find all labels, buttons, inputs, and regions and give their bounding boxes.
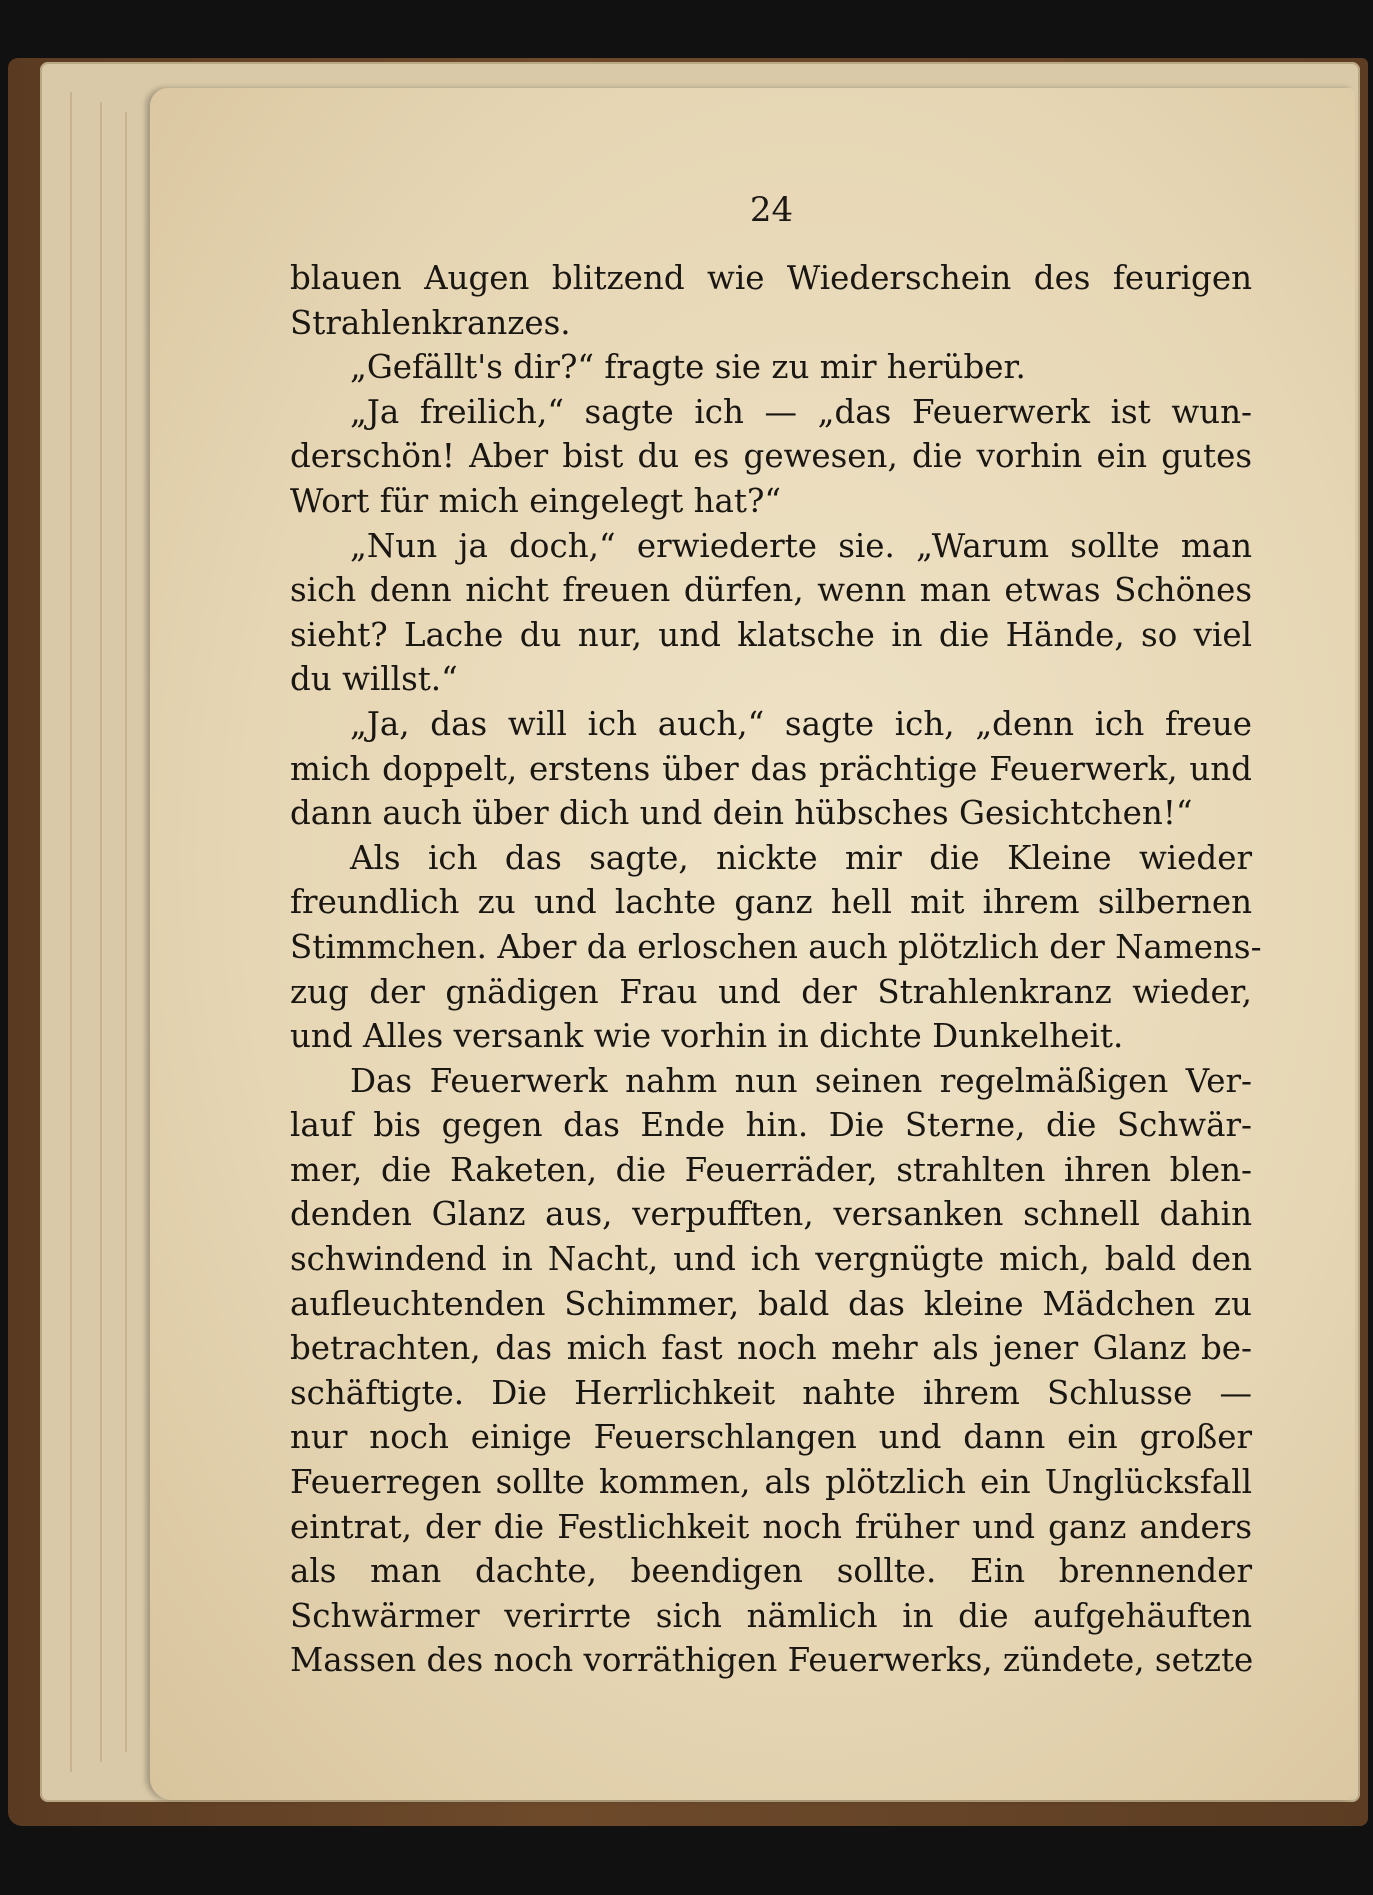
text-line: mer, die Raketen, die Feuerräder, strahlten ihren blen- [290, 1150, 1252, 1189]
text-line: schäftigte. Die Herrlichkeit nahte ihrem Schlusse — [290, 1373, 1252, 1412]
text-line: dann auch über dich und dein hübsches Gesichtchen!“ [290, 794, 1193, 833]
text-line: als man dachte, beendigen sollte. Ein brennender [290, 1552, 1252, 1591]
text-line: denden Glanz aus, verpufften, versanken schnell dahin [290, 1195, 1252, 1234]
text-line: blauen Augen blitzend wie Wiederschein des feurigen [290, 259, 1252, 297]
text-line: Massen des noch vorräthigen Feuerwerks, zündete, setzte [290, 1641, 1254, 1680]
text-line: aufleuchtenden Schimmer, bald das kleine Mädchen zu [290, 1284, 1252, 1323]
text-line: zug der gnädigen Frau und der Strahlenkranz wieder, [290, 972, 1252, 1011]
text-line: Als ich das sagte, nickte mir die Kleine wieder [350, 838, 1252, 877]
page-body-text [290, 256, 1262, 1683]
text-line: und Alles versank wie vorhin in dichte Dunkelheit. [290, 1017, 1124, 1056]
page-number: 24 [749, 190, 794, 230]
text-line: freundlich zu und lachte ganz hell mit ihrem silbernen [290, 883, 1252, 922]
text-line: betrachten, das mich fast noch mehr als jener Glanz be- [290, 1329, 1252, 1368]
text-line: sich denn nicht freuen dürfen, wenn man etwas Schönes [290, 571, 1252, 610]
text-line: Feuerregen sollte kommen, als plötzlich ein Unglücksfall [290, 1463, 1252, 1502]
text-line: mich doppelt, erstens über das prächtige Feuerwerk, und [290, 749, 1252, 788]
text-line: Strahlenkranzes. [290, 303, 571, 342]
text-line: sieht? Lache du nur, und klatsche in die Hände, so viel [290, 615, 1252, 654]
text-line: Das Feuerwerk nahm nun seinen regelmäßigen Ver- [350, 1061, 1252, 1100]
text-line: nur noch einige Feuerschlangen und dann ein großer [290, 1418, 1252, 1457]
text-line: Wort für mich eingelegt hat?“ [290, 481, 782, 520]
text-line: du willst.“ [290, 660, 458, 699]
text-line: eintrat, der die Festlichkeit noch früher und ganz anders [290, 1507, 1252, 1546]
text-line: „Nun ja doch,“ erwiederte sie. „Warum sollte man [350, 526, 1252, 565]
text-line: „Ja, das will ich auch,“ sagte ich, „denn ich freue [350, 704, 1252, 743]
text-line: „Ja freilich,“ sagte ich — „das Feuerwerk ist wun- [350, 392, 1252, 431]
page-edge-line [100, 102, 102, 1762]
page-edge-line [125, 112, 127, 1752]
text-line: „Gefällt's dir?“ fragte sie zu mir herüber. [350, 348, 1026, 387]
text-line: lauf bis gegen das Ende hin. Die Sterne, die Schwär- [290, 1106, 1252, 1145]
text-line: Schwärmer verirrte sich nämlich in die aufgehäuften [290, 1596, 1252, 1635]
text-line: schwindend in Nacht, und ich vergnügte mich, bald den [290, 1240, 1252, 1279]
text-line: Stimmchen. Aber da erloschen auch plötzlich der Namens- [290, 927, 1262, 966]
page-edge-line [70, 92, 72, 1772]
text-line: derschön! Aber bist du es gewesen, die vorhin ein gutes [290, 437, 1252, 476]
